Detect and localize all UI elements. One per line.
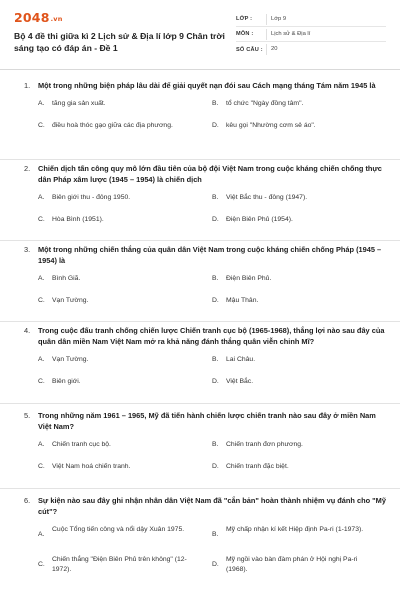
option-text: Lai Châu. [226,356,256,363]
option-letter: C. [38,122,45,129]
option-letter: B. [212,441,219,448]
answer-option-c[interactable] [38,121,208,131]
answer-option-c[interactable] [38,296,208,306]
option-text: tổ chức "Ngày đồng tâm". [226,100,304,107]
option-letter: D. [212,297,219,304]
option-text: Chiến tranh cục bộ. [52,441,111,448]
question-item [0,80,400,160]
question-text: Sự kiện nào sau đây ghi nhận nhân dân Việt Nam đã "cắn bản" hoàn thành nhiệm vụ đánh cho "Mỹ cút"? [38,496,386,516]
question-text: Chiến dịch tấn công quy mô lớn đầu tiên của bộ đội Việt Nam trong cuộc kháng chiến chống thực dân Pháp xâm lược (1945 – 1954) là chiến dịch [38,164,382,184]
option-letter: D. [212,216,219,223]
logo-name: 2048 [14,10,50,25]
answer-option-b[interactable] [212,355,387,365]
option-letter: C. [38,561,45,568]
answer-option-a[interactable] [38,99,198,109]
option-letter: C. [38,463,45,470]
option-letter: A. [38,356,45,363]
answer-option-d[interactable] [212,462,387,472]
question-text: Một trong những chiến thắng của quân dân Việt Nam trong cuộc kháng chiến chống Pháp (1945 – 1954) là [38,245,382,265]
meta-row-subject [236,27,386,42]
option-text: Mỹ ngồi vào bàn đàm phán ở Hội nghị Pa-ri (1968). [226,556,358,573]
meta-subject-value: Lịch sử & Địa lí [266,29,310,40]
meta-row-grade [236,12,386,27]
question-header [0,163,400,185]
option-letter: D. [212,122,219,129]
option-text: Việt Bắc thu - đông (1947). [226,194,308,201]
option-letter: B. [212,194,219,201]
option-text: Biên giới thu - đông 1950. [52,194,131,201]
document-meta [236,10,386,69]
answer-option-d[interactable] [212,121,387,131]
question-header [0,244,400,266]
option-letter: C. [38,297,45,304]
question-header [0,410,400,432]
document-title: Bộ 4 đề thi giữa kì 2 Lịch sử & Địa lí lớp 9 Chân trời sáng tạo có đáp án - Đề 1 [14,31,225,53]
answer-option-a[interactable] [38,355,208,365]
option-letter: C. [38,216,45,223]
answer-option-d[interactable] [212,377,387,387]
option-letter: A. [38,441,45,448]
option-letter: B. [212,356,219,363]
answer-option-c[interactable] [38,377,208,387]
site-logo[interactable] [14,10,229,25]
answer-option-c[interactable] [38,215,208,225]
answer-option-b[interactable] [212,274,387,284]
question-number: 6. [24,496,31,505]
option-text: Hòa Bình (1951). [52,216,104,223]
option-text: kêu gọi "Nhường cơm sẻ áo". [226,122,316,129]
option-letter: D. [212,561,219,568]
question-text: Trong những năm 1961 – 1965, Mỹ đã tiến hành chiến lược chiến tranh nào sau đây ở miền Nam Việt Nam? [38,411,376,431]
answer-option-b[interactable] [212,525,377,540]
question-item [0,495,400,600]
question-number: 4. [24,326,31,335]
answer-option-d[interactable] [212,555,377,575]
question-item [0,325,400,404]
option-letter: C. [38,378,45,385]
option-text: tăng gia sản xuất. [52,100,106,107]
option-text: Việt Nam hoá chiến tranh. [52,463,131,470]
option-letter: D. [212,463,219,470]
question-header [0,325,400,347]
option-letter: A. [38,194,45,201]
option-letter: D. [212,378,219,385]
option-letter: B. [212,531,219,538]
option-text: Chiến tranh đặc biệt. [226,463,289,470]
meta-grade-label: LỚP : [236,16,253,22]
option-text: Mỹ chấp nhận kí kết Hiệp định Pa-ri (1-1973). [226,526,364,533]
option-text: Điện Biên Phủ. [226,275,272,282]
question-item [0,410,400,489]
option-text: Vạn Tường. [52,356,89,363]
answer-option-a[interactable] [38,274,208,284]
answer-option-c[interactable] [38,462,208,472]
answer-option-b[interactable] [212,440,387,450]
meta-row-count [236,42,386,57]
option-letter: A. [38,275,45,282]
meta-grade-value: Lớp 9 [266,14,286,25]
option-text: Biên giới. [52,378,81,385]
answer-option-a[interactable] [38,440,208,450]
question-item [0,163,400,241]
option-text: Việt Bắc. [226,378,254,385]
option-letter: A. [38,100,45,107]
answer-option-a[interactable] [38,525,193,540]
option-text: Mậu Thân. [226,297,259,304]
option-text: điều hoà thóc gạo giữa các địa phương. [52,122,173,129]
option-text: Bình Giã. [52,275,81,282]
option-letter: B. [212,275,219,282]
logo-tld: .vn [50,15,63,23]
answer-option-b[interactable] [212,193,387,203]
option-letter: B. [212,100,219,107]
answer-option-d[interactable] [212,296,387,306]
answer-option-b[interactable] [212,99,387,109]
brand-block [14,10,229,69]
option-text: Điện Biên Phủ (1954). [226,216,293,223]
option-text: Vạn Tường. [52,297,89,304]
question-number: 2. [24,164,31,173]
answer-option-d[interactable] [212,215,387,225]
meta-count-label: SỐ CÂU : [236,46,263,53]
question-item [0,244,400,322]
meta-count-value: 20 [266,44,277,55]
question-text: Một trong những biện pháp lâu dài để giải quyết nạn đói sau Cách mạng tháng Tám năm 1945 là [38,81,376,90]
question-number: 3. [24,245,31,254]
question-text: Trong cuộc đấu tranh chống chiến lược Chiến tranh cục bộ (1965-1968), thắng lợi nào sau đây của quân dân miền Nam Việt Nam mở ra khả năng đánh thắng quân viễn chinh Mĩ? [38,326,385,346]
question-number: 1. [24,81,31,90]
option-text: Chiến thắng "Điện Biên Phủ trên không" (12-1972). [52,556,187,573]
answer-option-c[interactable] [38,555,198,575]
option-text: Cuộc Tổng tiến công và nổi dậy Xuân 1975. [52,526,185,533]
question-number: 5. [24,411,31,420]
option-letter: A. [38,531,45,538]
answer-option-a[interactable] [38,193,208,203]
question-header [0,80,400,91]
option-text: Chiến tranh đơn phương. [226,441,303,448]
question-header [0,495,400,517]
meta-subject-label: MÔN : [236,31,254,37]
document-header [0,0,400,70]
